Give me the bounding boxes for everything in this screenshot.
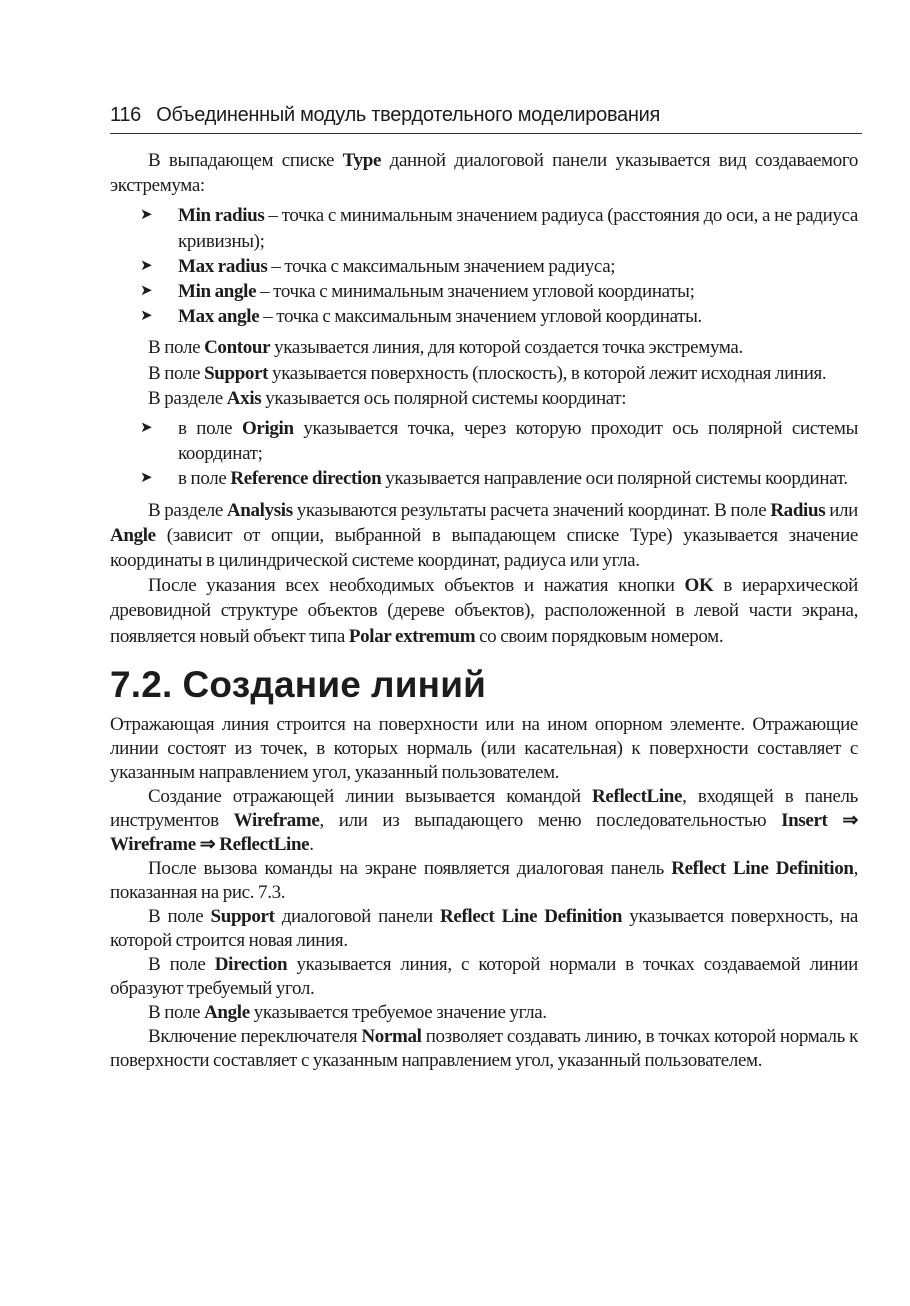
running-header	[110, 104, 862, 134]
text-run: указывается направление оси полярной системы координат.	[381, 468, 848, 490]
bold-term: Origin	[241, 418, 294, 440]
paragraph	[110, 148, 858, 198]
text-run: , показанная на рис. 7.3.	[110, 857, 858, 903]
list-item	[140, 416, 858, 466]
paragraph	[110, 785, 858, 857]
paragraph	[110, 857, 858, 905]
bold-term: Max angle	[178, 306, 260, 328]
text-run: – точка с максимальным значением радиуса;	[267, 255, 616, 277]
bold-term: Contour	[204, 337, 271, 359]
bold-term: Min angle	[178, 281, 257, 303]
text-run: указывается линия, с которой нормали в точках создаваемой линии образуют требуемый угол.	[110, 953, 858, 999]
text-run: – точка с минимальным значением радиуса (расстояния до оси, а не радиуса кривизны);	[178, 205, 858, 252]
text-run: в иерархической древовидной структуре объектов (дереве объектов), расположенной в левой части экрана, появляется новый объект типа	[110, 575, 858, 647]
section-top-text	[110, 148, 858, 649]
text-run: данной диалоговой панели указывается вид создаваемого экстремума:	[110, 150, 858, 197]
bold-term: OK	[684, 575, 714, 597]
bold-term: Reflect Line Definition	[671, 857, 854, 879]
text-run: в поле	[178, 468, 231, 490]
bold-term: Polar extremum	[348, 625, 476, 647]
text-run: позволяет создавать линию, в точках которой нормаль к поверхности составляет с указанным направлением угол, указанный пользователем.	[110, 1025, 859, 1071]
text-run: .	[309, 833, 314, 855]
paragraph	[110, 498, 858, 574]
text-run: В разделе	[148, 499, 227, 521]
text-run: , или из выпадающего меню последовательностью	[319, 809, 782, 831]
text-run: указывается поверхность (плоскость), в которой лежит исходная линия.	[268, 362, 827, 384]
paragraph	[110, 1001, 858, 1025]
paragraph	[110, 335, 858, 360]
arrow-bullet-icon: ➤	[140, 283, 153, 300]
paragraph	[110, 573, 858, 649]
list-item	[140, 304, 858, 329]
bold-term: Support	[204, 362, 269, 384]
text-run: После указания всех необходимых объектов и нажатия кнопки	[148, 575, 685, 597]
bold-term: Wireframe	[233, 809, 320, 831]
bold-term: Reference direction	[230, 468, 382, 490]
text-run: Включение переключателя	[148, 1025, 362, 1047]
text-run: – точка с максимальным значением угловой координаты.	[259, 306, 702, 328]
arrow-bullet-icon: ➤	[140, 257, 153, 274]
bold-term: Radius	[770, 499, 826, 521]
arrow-bullet-icon: ➤	[140, 420, 153, 437]
bold-term: Angle	[204, 1001, 250, 1023]
bold-term: Reflect Line Definition	[439, 905, 623, 927]
text-run: Создание отражающей линии вызывается командой	[148, 785, 593, 807]
paragraph	[110, 953, 858, 1001]
text-run: указываются результаты расчета значений координат. В поле	[292, 499, 771, 521]
text-run: В поле	[148, 337, 205, 359]
text-run: В поле	[148, 953, 215, 975]
bold-term: Support	[210, 905, 275, 927]
paragraph	[110, 713, 858, 785]
text-run: диалоговой панели	[274, 905, 440, 927]
bold-term: Type	[342, 150, 382, 171]
page-body	[110, 148, 858, 1073]
text-run: – точка с минимальным значением угловой координаты;	[256, 281, 695, 303]
arrow-bullet-icon: ➤	[140, 308, 153, 325]
text-run: указывается точка, через которую проходит ось полярной системы координат;	[178, 418, 858, 465]
text-run: со своим порядковым номером.	[475, 625, 724, 647]
text-run: , входящей в панель инструментов	[110, 785, 858, 831]
paragraph	[110, 361, 858, 386]
text-run: В поле	[148, 905, 211, 927]
page-number: 116	[110, 104, 141, 126]
list-item	[140, 279, 858, 304]
list-item	[140, 254, 858, 279]
text-run: (зависит от опции, выбранной в выпадающем списке Type) указывается значение координаты в цилиндрической системе координат, радиуса или угла.	[110, 524, 858, 572]
paragraph	[110, 1025, 858, 1073]
text-run: В выпадающем списке	[148, 150, 343, 171]
text-run: указывается линия, для которой создается точка экстремума.	[270, 337, 743, 359]
text-run: указывается ось полярной системы координат:	[261, 387, 627, 409]
bold-term: Analysis	[226, 499, 293, 521]
arrow-bullet-icon: ➤	[140, 470, 153, 487]
bold-term: ReflectLine	[592, 785, 683, 807]
bold-term: Normal	[361, 1025, 422, 1047]
bold-term: Axis	[226, 387, 262, 409]
text-run: После вызова команды на экране появляется диалоговая панель	[148, 857, 672, 879]
text-run: В поле	[148, 362, 205, 384]
bullet-list	[110, 416, 858, 492]
text-run: В разделе	[148, 387, 227, 409]
text-run: указывается требуемое значение угла.	[249, 1001, 547, 1023]
list-item	[140, 466, 858, 491]
section-heading: 7.2. Создание линий	[110, 663, 487, 705]
bold-term: Angle	[110, 524, 156, 546]
paragraph	[110, 905, 858, 953]
text-run: В поле	[148, 1001, 205, 1023]
bold-term: Max radius	[178, 255, 268, 277]
text-run: или	[825, 499, 858, 521]
section-7-2-text	[110, 713, 858, 1073]
running-header-title: Объединенный модуль твердотельного моделирования	[156, 104, 661, 126]
bold-term: Insert ⇒ Wireframe ⇒ ReflectLine	[110, 809, 858, 855]
text-run: в поле	[178, 418, 242, 440]
text-run: указывается поверхность, на которой строится новая линия.	[110, 905, 859, 951]
bullet-list	[110, 203, 858, 329]
text-run: Отражающая линия строится на поверхности или на ином опорном элементе. Отражающие линии состоят из точек, в которых нормаль (или касательная) к поверхности составляет с указанным направлением угол, указанный пользователем.	[110, 713, 858, 783]
paragraph	[110, 386, 858, 411]
list-item	[140, 203, 858, 253]
bold-term: Min radius	[178, 205, 265, 227]
arrow-bullet-icon: ➤	[140, 207, 153, 224]
bold-term: Direction	[214, 953, 288, 975]
